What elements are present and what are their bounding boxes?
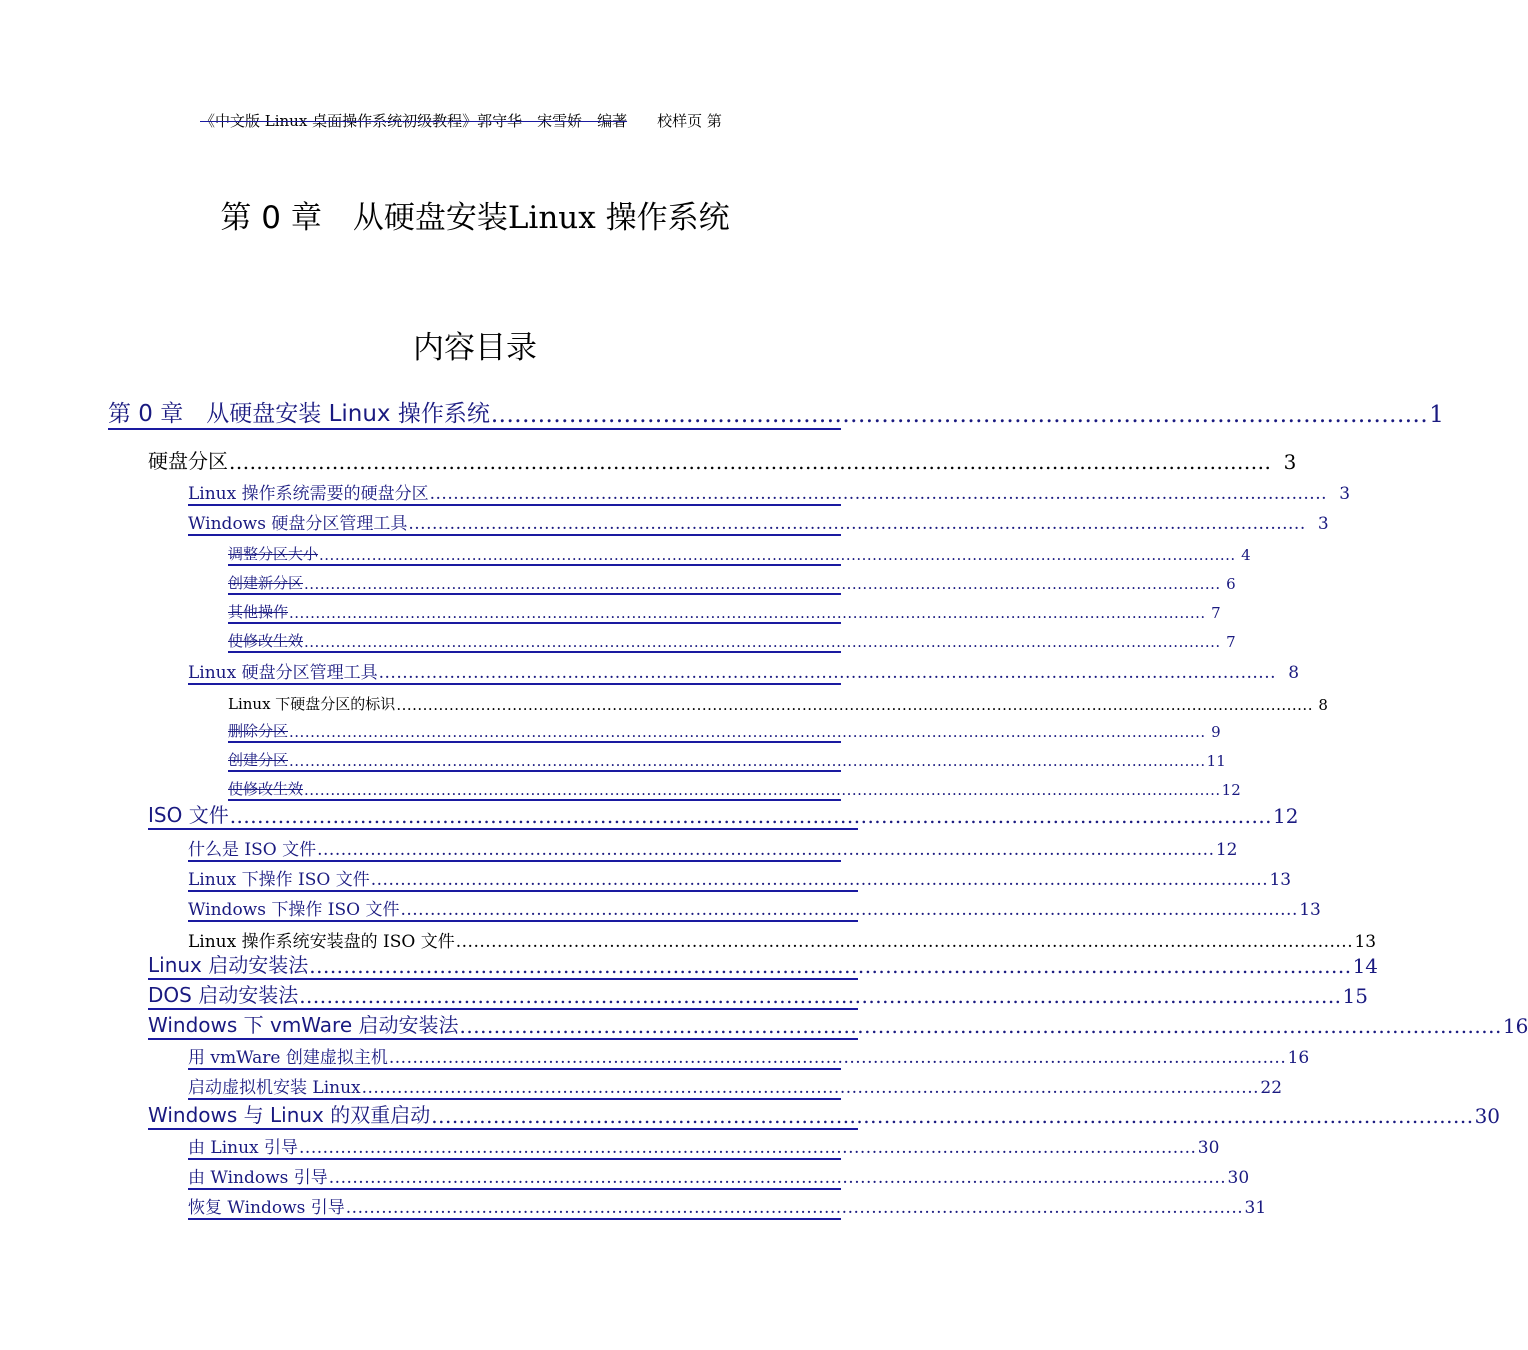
toc-entry-page: 12 [1215,840,1238,860]
toc-entry-iso-on-linux[interactable]: Linux 下操作 ISO 文件 ........................................................................................................................................................ 13 [188,866,858,892]
toc-entry-label: 由 Windows 引导 [188,1168,328,1188]
toc-entry-page: 12 [1221,781,1241,799]
toc-entry-page: 30 [1197,1138,1220,1158]
toc-entry-label: 启动虚拟机安装 Linux [188,1078,361,1098]
toc-entry-page: 1 [1429,402,1444,428]
toc-entry-label: Linux 启动安装法 [148,953,309,977]
toc-entry-label: Windows 下 vmWare 启动安装法 [148,1013,459,1037]
toc-entry-page: 13 [1299,900,1321,920]
chapter-title-suffix: 操作系统 [595,200,730,236]
toc-entry-page: 8 [1288,663,1300,683]
toc-entry-page: 3 [1317,514,1329,534]
toc-entry-linux-install-iso[interactable]: Linux 操作系统安装盘的 ISO 文件 ........................................................................................................................................................ 13 [188,926,858,952]
toc-entry-label: 创建新分区 [228,574,304,592]
toc-entry-dos-boot-install[interactable]: DOS 启动安装法 ........................................................................................................................................................ 15 [148,982,858,1010]
toc-entry-iso-on-windows[interactable]: Windows 下操作 ISO 文件 ........................................................................................................................................................ 13 [188,896,858,922]
toc-entry-label: ISO 文件 [148,803,229,827]
toc-entry-create-new-partition[interactable]: 创建新分区 .............................................................................................................................................................................. 6 [228,571,841,595]
chapter-title-prefix: 第 0 章 从硬盘安装 [220,200,508,236]
toc-entry-page: 11 [1206,752,1226,770]
toc-entry-label: 恢复 Windows 引导 [188,1198,345,1218]
toc-entry-label: Linux 下操作 ISO 文件 [188,870,370,890]
toc-entry-page: 22 [1260,1078,1283,1098]
toc-entry-label: 第 0 章 从硬盘安装 Linux 操作系统 [108,401,490,427]
toc-entry-vmware-install[interactable]: Windows 下 vmWare 启动安装法 ........................................................................................................................................................ 16 [148,1012,858,1040]
toc-entry-page: 7 [1211,604,1221,622]
toc-entry-label: Windows 硬盘分区管理工具 [188,514,408,534]
toc-entry-label: 创建分区 [228,751,289,769]
toc-entry-create-partition[interactable]: 创建分区 .............................................................................................................................................................................. 11 [228,748,841,772]
toc-entry-linux-partitions-needed[interactable]: Linux 操作系统需要的硬盘分区 ........................................................................................................................................................ 3 [188,480,841,506]
toc-entry-boot-from-linux[interactable]: 由 Linux 引导 ........................................................................................................................................................ 30 [188,1134,841,1160]
toc-entry-page: 3 [1339,484,1351,504]
toc-entry-page: 8 [1318,696,1328,714]
toc-entry-label: 用 vmWare 创建虚拟主机 [188,1048,388,1068]
toc-entry-create-vm[interactable]: 用 vmWare 创建虚拟主机 ........................................................................................................................................................ 16 [188,1044,841,1070]
toc-entry-label: 硬盘分区 [148,449,228,473]
toc-entry-label: 使修改生效 [228,780,304,798]
toc-entry-linux-partition-identifiers[interactable]: Linux 下硬盘分区的标识 .............................................................................................................................................................................. 8 [228,695,1328,714]
header-book-title: 《中文版 Linux 桌面操作系统初级教程》郭守华 宋雪娇 编著 [200,112,628,130]
toc-entry-other-operations[interactable]: 其他操作 .............................................................................................................................................................................. 7 [228,600,841,624]
toc-entry-page: 30 [1474,1104,1501,1128]
toc-entry-label: Linux 下硬盘分区的标识 [228,695,396,713]
toc-title: 内容目录 [413,330,537,366]
toc-entry-label: Linux 硬盘分区管理工具 [188,663,378,683]
toc-entry-page: 14 [1352,954,1379,978]
toc-entry-page: 31 [1244,1198,1267,1218]
toc-entry-page: 13 [1354,932,1377,952]
toc-entry-iso-file[interactable]: ISO 文件 ........................................................................................................................................................ 12 [148,802,858,830]
toc-entry-page: 12 [1273,804,1299,828]
toc-entry-label: Linux 操作系统安装盘的 ISO 文件 [188,932,455,952]
toc-entry-label: 其他操作 [228,603,289,621]
toc-entry-page: 30 [1227,1168,1250,1188]
toc-entry-label: 什么是 ISO 文件 [188,840,317,860]
toc-entry-page: 16 [1502,1014,1528,1038]
toc-entry-label: 删除分区 [228,722,289,740]
chapter-title-en: Linux [507,200,596,236]
toc-entry-linux-partition-tools[interactable]: Linux 硬盘分区管理工具 ........................................................................................................................................................ 8 [188,659,841,685]
toc-entry-restore-windows-boot[interactable]: 恢复 Windows 引导 ........................................................................................................................................................ 31 [188,1194,841,1220]
toc-entry-label: 使修改生效 [228,632,304,650]
toc-entry-apply-changes[interactable]: 使修改生效 .............................................................................................................................................................................. 7 [228,629,841,653]
toc-entry-page: 16 [1287,1048,1310,1068]
toc-entry-label: 调整分区大小 [228,545,319,563]
toc-entry-linux-boot-install[interactable]: Linux 启动安装法 ........................................................................................................................................................ 14 [148,952,858,980]
toc-entry-dual-boot[interactable]: Windows 与 Linux 的双重启动 ........................................................................................................................................................ 30 [148,1102,858,1130]
toc-entry-page: 15 [1342,984,1368,1008]
toc-entry-page: 13 [1269,870,1292,890]
toc-entry-page: 7 [1226,633,1236,651]
toc-entry-resize-partition[interactable]: 调整分区大小 .............................................................................................................................................................................. 4 [228,542,841,566]
toc-entry-label: Windows 下操作 ISO 文件 [188,900,400,920]
toc-entry-page: 3 [1283,450,1297,474]
toc-entry-page: 4 [1241,546,1251,564]
header-page-label: 校样页 第 [657,112,722,130]
toc-entry-label: DOS 启动安装法 [148,983,299,1007]
toc-entry-boot-from-windows[interactable]: 由 Windows 引导 ........................................................................................................................................................ 30 [188,1164,841,1190]
toc-entry-start-vm-install[interactable]: 启动虚拟机安装 Linux ........................................................................................................................................................ 22 [188,1074,841,1100]
toc-entry-label: Linux 操作系统需要的硬盘分区 [188,484,429,504]
toc-entry-label: 由 Linux 引导 [188,1138,299,1158]
toc-entry-what-is-iso[interactable]: 什么是 ISO 文件 ........................................................................................................................................................ 12 [188,836,841,862]
toc-entry-page: 6 [1226,575,1236,593]
toc-entry-windows-partition-tools[interactable]: Windows 硬盘分区管理工具 ........................................................................................................................................................ 3 [188,510,841,536]
toc-entry-chapter-0[interactable]: 第 0 章 从硬盘安装 Linux 操作系统 ........................................................................................................................ 1 [108,396,841,430]
toc-entry-delete-partition[interactable]: 删除分区 .............................................................................................................................................................................. 9 [228,719,841,743]
toc-entry-page: 9 [1211,723,1221,741]
toc-entry-apply-changes-2[interactable]: 使修改生效 .............................................................................................................................................................................. 12 [228,777,841,801]
toc-entry-label: Windows 与 Linux 的双重启动 [148,1103,431,1127]
toc-entry-disk-partition[interactable]: 硬盘分区 ........................................................................................................................................................ 3 [148,446,841,474]
